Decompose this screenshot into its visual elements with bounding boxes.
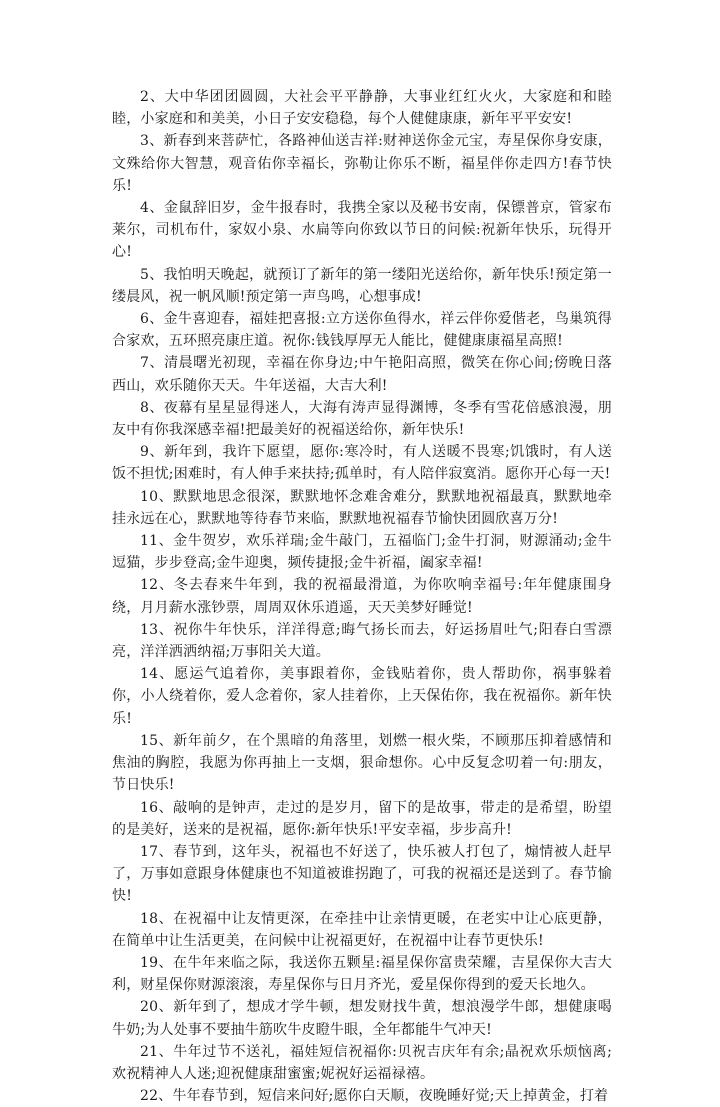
paragraph-18: 18、在祝福中让友情更深，在牵挂中让亲情更暖，在老实中让心底更静，在简单中让生活更美，在问候中让祝福更好，在祝福中让春节更快乐! bbox=[112, 910, 612, 949]
paragraph-6: 6、金牛喜迎春，福娃把喜报:立方送你鱼得水，祥云伴你爱偕老，鸟巢筑得合家欢，五环照亮康庄道。祝你:钱钱厚厚无人能比，健健康康福星高照! bbox=[112, 311, 612, 350]
paragraph-9: 9、新年到，我许下愿望，愿你:寒冷时，有人送暖不畏寒;饥饿时，有人送饭不担忧;困难时，有人伸手来扶持;孤单时，有人陪伴寂寞消。愿你开心每一天! bbox=[112, 444, 612, 483]
paragraph-21: 21、牛年过节不送礼，福娃短信祝福你:贝祝吉庆年有余;晶祝欢乐烦恼离;欢祝精神人人迷;迎祝健康甜蜜蜜;妮祝好运福禄禧。 bbox=[112, 1043, 612, 1082]
document-page bbox=[112, 86, 612, 1107]
paragraph-12: 12、冬去春来牛年到，我的祝福最滑道，为你吹响幸福号:年年健康围身绕，月月薪水涨钞票，周周双休乐逍遥，天天美梦好睡觉! bbox=[112, 577, 612, 616]
paragraph-15: 15、新年前夕，在个黑暗的角落里，划燃一根火柴，不顾那压抑着感情和焦油的胸腔，我愿为你再抽上一支烟，狠命想你。心中反复念叨着一句:朋友，节日快乐! bbox=[112, 732, 612, 794]
paragraph-19: 19、在牛年来临之际，我送你五颗星:福星保你富贵荣耀，吉星保你大吉大利，财星保你财源滚滚，寿星保你与日月齐光，爱星保你得到的爱天长地久。 bbox=[112, 954, 612, 994]
paragraph-8: 8、夜幕有星星显得迷人，大海有涛声显得渊博，冬季有雪花倍感浪漫，朋友中有你我深感幸福!把最美好的祝福送给你，新年快乐! bbox=[112, 399, 612, 439]
paragraph-4: 4、金鼠辞旧岁，金牛报春时，我携全家以及秘书安南，保镖普京，管家布莱尔，司机布什，家奴小泉、水扁等向你致以节日的问候:祝新年快乐，玩得开心! bbox=[112, 200, 612, 261]
paragraph-5: 5、我怕明天晚起，就预订了新年的第一缕阳光送给你，新年快乐!预定第一缕晨风，祝一帆风顺!预定第一声鸟鸣，心想事成! bbox=[112, 266, 612, 305]
paragraph-10: 10、默默地思念很深，默默地怀念难舍难分，默默地祝福最真，默默地牵挂永远在心，默默地等待春节来临，默默地祝福春节愉快团圆欣喜万分! bbox=[112, 488, 612, 527]
paragraph-3: 3、新春到来菩萨忙，各路神仙送吉祥:财神送你金元宝，寿星保你身安康，文殊给你大智慧，观音佑你幸福长，弥勒让你乐不断，福星伴你走四方!春节快乐! bbox=[112, 133, 612, 194]
paragraph-14: 14、愿运气追着你，美事跟着你，金钱贴着你，贵人帮助你，祸事躲着你，小人绕着你，爱人念着你，家人挂着你，上天保佑你，我在祝福你。新年快乐! bbox=[112, 666, 612, 727]
paragraph-11: 11、金牛贺岁，欢乐祥瑞;金牛敲门，五福临门;金牛打洞，财源涌动;金牛逗猫，步步登高;金牛迎奥，频传捷报;金牛祈福，阖家幸福! bbox=[112, 533, 612, 572]
paragraph-13: 13、祝你牛年快乐，洋洋得意;晦气扬长而去，好运扬眉吐气;阳春白雪漂亮，洋洋洒洒纳福;万事阳关大道。 bbox=[112, 621, 612, 661]
paragraph-2: 2、大中华团团圆圆，大社会平平静静，大事业红红火火，大家庭和和睦睦，小家庭和和美美，小日子安安稳稳，每个人健健康康，新年平平安安! bbox=[112, 89, 612, 128]
paragraph-17: 17、春节到，这年头，祝福也不好送了，快乐被人打包了，煽情被人赶早了，万事如意跟身体健康也不知道被谁拐跑了，可我的祝福还是送到了。春节愉快! bbox=[112, 843, 612, 905]
paragraph-22: 22、牛年春节到，短信来问好;愿你白天顺，夜晚睡好觉;天上掉黄金，打着 bbox=[140, 1088, 609, 1105]
paragraph-16: 16、敲响的是钟声，走过的是岁月，留下的是故事，带走的是希望，盼望的是美好，送来的是祝福，愿你:新年快乐!平安幸福，步步高升! bbox=[112, 799, 612, 838]
paragraph-7: 7、清晨曙光初现，幸福在你身边;中午艳阳高照，微笑在你心间;傍晚日落西山，欢乐随你天天。牛年送福，大吉大利! bbox=[112, 355, 612, 394]
paragraph-20: 20、新年到了，想成才学牛顿，想发财找牛黄，想浪漫学牛郎，想健康喝牛奶;为人处事不要抽牛筋吹牛皮瞪牛眼，全年都能牛气冲天! bbox=[112, 999, 612, 1038]
